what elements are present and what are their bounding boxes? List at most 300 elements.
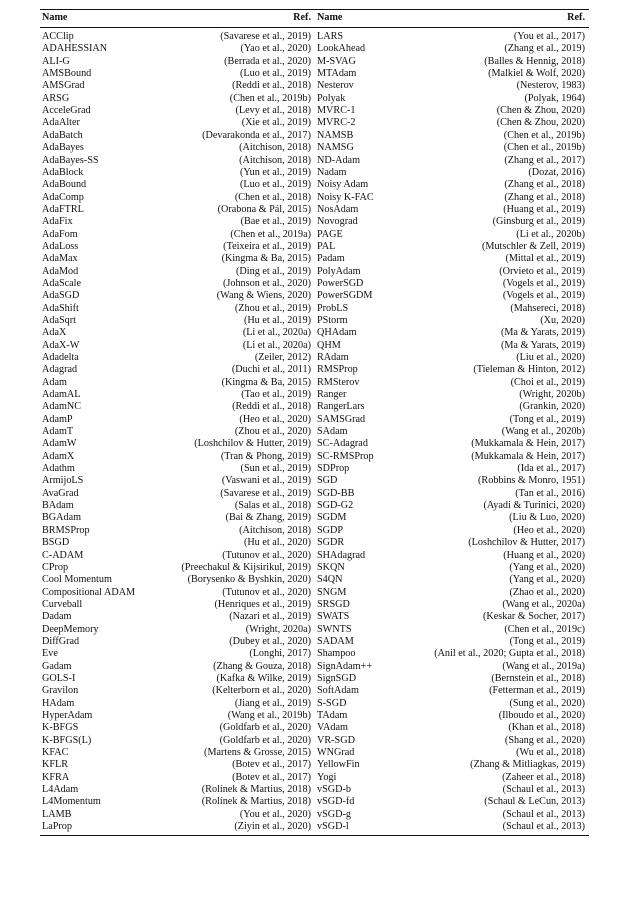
header-row	[40, 10, 589, 28]
reference-cell: (Martens & Grosse, 2015)	[204, 747, 311, 758]
reference-cell: (Zhang & Mitliagkas, 2019)	[470, 759, 585, 771]
table-row	[40, 204, 589, 216]
optimizer-name-cell: GOLS-I	[42, 672, 76, 684]
table-row	[40, 290, 589, 302]
reference-cell: (Chen & Zhou, 2020)	[496, 105, 585, 117]
optimizer-name-cell: SWATS	[317, 611, 350, 623]
optimizer-name-cell: Padam	[317, 253, 345, 265]
reference-cell: (Berrada et al., 2020)	[224, 55, 311, 67]
reference-cell: (Kingma & Ba, 2015)	[221, 376, 311, 388]
optimizer-name-cell: Adam	[42, 376, 67, 388]
reference-cell: (Sung et al., 2020)	[509, 697, 585, 709]
optimizer-name-cell: BAdam	[42, 500, 74, 512]
optimizer-name-cell: Nesterov	[317, 80, 354, 92]
table-row	[40, 537, 589, 549]
optimizer-name-cell: SDProp	[317, 463, 350, 475]
table-row	[40, 80, 589, 92]
table-header	[40, 10, 589, 28]
table-body	[40, 28, 589, 836]
table-row	[40, 414, 589, 426]
optimizer-name-cell: Compositional ADAM	[42, 586, 136, 598]
header-name-right: Name	[315, 10, 419, 28]
optimizer-name-cell: RMSProp	[317, 364, 358, 376]
reference-cell: (Ayadi & Turinici, 2020)	[483, 500, 585, 512]
optimizer-name-cell: AdaSqrt	[42, 314, 76, 326]
reference-cell: (Zhou et al., 2020)	[234, 426, 311, 438]
table-row	[40, 167, 589, 179]
table-row	[40, 809, 589, 821]
optimizer-name-cell: AdaFTRL	[42, 203, 84, 215]
optimizer-name-cell: SNGM	[317, 586, 347, 598]
reference-cell: (Keskar & Socher, 2017)	[482, 611, 585, 623]
optimizer-name-cell: LARS	[317, 31, 344, 43]
table-row	[40, 117, 589, 129]
reference-cell: (Xu, 2020)	[540, 314, 585, 326]
optimizer-name-cell: RMSterov	[317, 376, 360, 388]
optimizer-name-cell: ND-Adam	[317, 154, 361, 166]
reference-cell: (Wright, 2020a)	[245, 623, 311, 635]
optimizer-name-cell: AdaX	[42, 327, 67, 339]
optimizer-name-cell: AdaFix	[42, 216, 73, 228]
reference-cell: (Grankin, 2020)	[519, 401, 585, 413]
optimizer-name-cell: VAdam	[317, 722, 348, 734]
optimizer-name-cell: Eve	[42, 648, 58, 660]
reference-cell: (Luo et al., 2019)	[239, 68, 311, 80]
reference-cell: (Ziyin et al., 2020)	[143, 821, 315, 836]
reference-cell: (Levy et al., 2018)	[235, 105, 311, 117]
reference-cell: (Li et al., 2020a)	[242, 327, 311, 339]
optimizer-name-cell: Gravilon	[42, 685, 79, 697]
optimizer-name-cell: PowerSGD	[317, 277, 364, 289]
reference-cell: (You et al., 2017)	[513, 31, 585, 43]
optimizer-name-cell: AdamP	[42, 413, 73, 425]
reference-cell: (Chen et al., 2019a)	[230, 228, 311, 240]
optimizer-name-cell: Adathm	[42, 463, 75, 475]
optimizer-name-cell: CProp	[42, 561, 69, 573]
table-row	[40, 364, 589, 376]
reference-cell: (Orabona & Pál, 2015)	[217, 203, 311, 215]
reference-cell: (Schaul et al., 2013)	[419, 821, 589, 836]
optimizer-name-cell: SGDR	[317, 537, 345, 549]
table-row	[40, 796, 589, 808]
optimizer-name-cell: MVRC-2	[317, 117, 356, 129]
reference-cell: (Tao et al., 2019)	[241, 389, 311, 401]
optimizer-name-cell: LookAhead	[317, 43, 366, 55]
table-row	[40, 327, 589, 339]
table-row	[40, 253, 589, 265]
reference-cell: (Savarese et al., 2019)	[220, 31, 311, 43]
optimizer-name-cell: AdamX	[42, 450, 75, 462]
reference-cell: (Ma & Yarats, 2019)	[500, 327, 585, 339]
optimizer-name-cell: SWNTS	[317, 623, 352, 635]
reference-cell: (Rolínek & Martius, 2018)	[201, 784, 311, 796]
reference-cell: (Schaul et al., 2013)	[502, 784, 585, 796]
table-row	[40, 488, 589, 500]
reference-cell: (Borysenko & Byshkin, 2020)	[187, 574, 311, 586]
table-row	[40, 389, 589, 401]
optimizer-name-cell: LaProp	[40, 821, 143, 836]
reference-cell: (Hu et al., 2019)	[243, 314, 311, 326]
reference-cell: (Zhang et al., 2018)	[504, 191, 585, 203]
optimizer-name-cell: AdaBayes	[42, 142, 84, 154]
optimizer-name-cell: SGD	[317, 475, 338, 487]
optimizer-name-cell: AdaComp	[42, 191, 84, 203]
optimizer-name-cell: Shampoo	[317, 648, 356, 660]
optimizer-name-cell: HyperAdam	[42, 709, 93, 721]
reference-cell: (Chen et al., 2019c)	[504, 623, 585, 635]
table-row	[40, 28, 589, 44]
optimizer-name-cell: vSGD-fd	[317, 796, 355, 808]
reference-cell: (Wu et al., 2018)	[516, 747, 585, 758]
optimizer-name-cell: AdaLoss	[42, 240, 79, 252]
reference-cell: (Zaheer et al., 2018)	[502, 771, 585, 783]
reference-cell: (Jiang et al., 2019)	[234, 697, 311, 709]
optimizer-name-cell: Ranger	[317, 389, 347, 401]
table-row	[40, 266, 589, 278]
reference-cell: (Yang et al., 2020)	[509, 574, 585, 586]
optimizer-name-cell: YellowFin	[317, 759, 360, 771]
reference-cell: (Mukkamala & Hein, 2017)	[471, 450, 585, 462]
optimizer-name-cell: AdaAlter	[42, 117, 80, 129]
optimizer-name-cell: PAL	[317, 240, 336, 252]
reference-cell: (Wright, 2020b)	[519, 389, 585, 401]
optimizer-name-cell: SRSGD	[317, 598, 350, 610]
reference-cell: (Rolínek & Martius, 2018)	[201, 796, 311, 808]
table-row	[40, 549, 589, 561]
reference-cell: (Tran & Phong, 2019)	[220, 450, 311, 462]
table-row	[40, 611, 589, 623]
reference-cell: (Goldfarb et al., 2020)	[219, 734, 311, 746]
optimizer-name-cell: Noisy K-FAC	[317, 191, 374, 203]
table-row	[40, 710, 589, 722]
reference-cell: (Malkiel & Wolf, 2020)	[488, 68, 585, 80]
optimizer-name-cell: DiffGrad	[42, 635, 80, 647]
optimizer-name-cell: ProbLS	[317, 302, 349, 314]
table-row	[40, 525, 589, 537]
optimizer-name-cell: AvaGrad	[42, 487, 79, 499]
optimizer-name-cell: RangerLars	[317, 401, 365, 413]
optimizer-name-cell: SGDP	[317, 524, 344, 536]
optimizer-table	[40, 9, 589, 836]
header-ref-right: Ref.	[419, 10, 589, 28]
reference-cell: (Ding et al., 2019)	[236, 265, 311, 277]
optimizer-name-cell: TAdam	[317, 709, 348, 721]
optimizer-name-cell: LAMB	[42, 808, 72, 820]
reference-cell: (Kafka & Wilke, 2019)	[216, 672, 311, 684]
reference-cell: (Vogels et al., 2019)	[502, 290, 585, 302]
reference-cell: (Anil et al., 2020; Gupta et al., 2018)	[434, 648, 585, 660]
reference-cell: (Preechakul & Kijsirikul, 2019)	[181, 561, 311, 573]
reference-cell: (Wang & Wiens, 2020)	[216, 290, 311, 302]
reference-cell: (Wang et al., 2020b)	[501, 426, 585, 438]
reference-cell: (Teixeira et al., 2019)	[223, 240, 311, 252]
reference-cell: (Goldfarb et al., 2020)	[219, 722, 311, 734]
reference-cell: (Ida et al., 2017)	[517, 463, 585, 475]
reference-cell: (Luo et al., 2019)	[239, 179, 311, 191]
table-row	[40, 191, 589, 203]
table-row	[40, 636, 589, 648]
reference-cell: (Savarese et al., 2019)	[220, 487, 311, 499]
optimizer-name-cell: NosAdam	[317, 203, 359, 215]
table-row	[40, 624, 589, 636]
reference-cell: (Zhang & Gouza, 2018)	[213, 660, 311, 672]
optimizer-name-cell: BRMSProp	[42, 524, 90, 536]
reference-cell: (Dubey et al., 2020)	[229, 635, 311, 647]
reference-cell: (Henriques et al., 2019)	[214, 598, 311, 610]
optimizer-name-cell: DeepMemory	[42, 623, 99, 635]
optimizer-name-cell: AdamW	[42, 438, 77, 450]
optimizer-name-cell: AcceleGrad	[42, 105, 91, 117]
reference-cell: (Mahsereci, 2018)	[510, 302, 585, 314]
table-row	[40, 377, 589, 389]
table-row	[40, 661, 589, 673]
reference-cell: (Tutunov et al., 2020)	[222, 586, 311, 598]
reference-cell: (Li et al., 2020a)	[242, 339, 311, 351]
table-row	[40, 784, 589, 796]
optimizer-name-cell: MVRC-1	[317, 105, 356, 117]
table-row	[40, 747, 589, 759]
reference-cell: (Duchi et al., 2011)	[231, 364, 311, 376]
reference-cell: (Zhou et al., 2019)	[234, 302, 311, 314]
table-row	[40, 352, 589, 364]
optimizer-name-cell: SoftAdam	[317, 685, 359, 697]
table-row	[40, 93, 589, 105]
optimizer-name-cell: AMSGrad	[42, 80, 85, 92]
reference-cell: (Kelterborn et al., 2020)	[212, 685, 311, 697]
reference-cell: (Wang et al., 2019a)	[502, 660, 585, 672]
reference-cell: (Nazari et al., 2019)	[229, 611, 311, 623]
reference-cell: (Wang et al., 2019b)	[227, 709, 311, 721]
reference-cell: (Chen et al., 2018)	[234, 191, 311, 203]
table-row	[40, 56, 589, 68]
table-row	[40, 574, 589, 586]
reference-cell: (Chen & Zhou, 2020)	[496, 117, 585, 129]
optimizer-name-cell: SC-RMSProp	[317, 450, 374, 462]
table-row	[40, 735, 589, 747]
optimizer-name-cell: AdaBound	[42, 179, 87, 191]
reference-cell: (Loshchilov & Hutter, 2017)	[468, 537, 585, 549]
optimizer-name-cell: AdamAL	[42, 389, 81, 401]
optimizer-name-cell: Adagrad	[42, 364, 78, 376]
optimizer-name-cell: SGDM	[317, 512, 347, 524]
table-row	[40, 451, 589, 463]
reference-cell: (Nesterov, 1983)	[516, 80, 585, 92]
optimizer-name-cell: AdaScale	[42, 277, 82, 289]
reference-cell: (Loshchilov & Hutter, 2019)	[194, 438, 311, 450]
optimizer-name-cell: KFAC	[42, 747, 69, 758]
table-row	[40, 43, 589, 55]
reference-cell: (Yang et al., 2020)	[509, 561, 585, 573]
optimizer-name-cell: Noisy Adam	[317, 179, 369, 191]
optimizer-name-cell: SKQN	[317, 561, 345, 573]
table-row	[40, 685, 589, 697]
optimizer-name-cell: MTAdam	[317, 68, 357, 80]
reference-cell: (Johnson et al., 2020)	[223, 277, 311, 289]
table-row	[40, 303, 589, 315]
reference-cell: (Longhi, 2017)	[249, 648, 311, 660]
optimizer-name-cell: ArmijoLS	[42, 475, 84, 487]
reference-cell: (Bai & Zhang, 2019)	[225, 512, 311, 524]
table-row	[40, 340, 589, 352]
optimizer-name-cell: NAMSB	[317, 129, 354, 141]
reference-cell: (Salas et al., 2018)	[234, 500, 311, 512]
reference-cell: (Vaswani et al., 2019)	[221, 475, 311, 487]
reference-cell: (Mittal et al., 2019)	[505, 253, 585, 265]
table-row	[40, 512, 589, 524]
reference-cell: (Tieleman & Hinton, 2012)	[473, 364, 585, 376]
table-row	[40, 500, 589, 512]
optimizer-name-cell: L4Adam	[42, 784, 79, 796]
table-row	[40, 105, 589, 117]
reference-cell: (Bae et al., 2019)	[240, 216, 311, 228]
optimizer-name-cell: PAGE	[317, 228, 343, 240]
reference-cell: (Choi et al., 2019)	[510, 376, 585, 388]
reference-cell: (Aitchison, 2018)	[239, 154, 311, 166]
reference-cell: (Mukkamala & Hein, 2017)	[471, 438, 585, 450]
optimizer-name-cell: PolyAdam	[317, 265, 361, 277]
reference-cell: (Heo et al., 2020)	[239, 413, 311, 425]
optimizer-name-cell: WNGrad	[317, 747, 355, 758]
optimizer-name-cell: BSGD	[42, 537, 70, 549]
optimizer-name-cell: AdaBlock	[42, 166, 84, 178]
optimizer-name-cell: AdaMod	[42, 265, 79, 277]
optimizer-name-cell: ALI-G	[42, 55, 70, 67]
reference-cell: (Shang et al., 2020)	[504, 734, 585, 746]
optimizer-name-cell: AdamT	[42, 426, 74, 438]
table-row	[40, 648, 589, 660]
optimizer-name-cell: SADAM	[317, 635, 354, 647]
reference-cell: (Dozat, 2016)	[528, 166, 585, 178]
reference-cell: (Vogels et al., 2019)	[502, 277, 585, 289]
reference-cell: (Khan et al., 2018)	[508, 722, 585, 734]
table-row	[40, 673, 589, 685]
reference-cell: (Kingma & Ba, 2015)	[221, 253, 311, 265]
table-row	[40, 698, 589, 710]
table-row	[40, 68, 589, 80]
reference-cell: (You et al., 2020)	[239, 808, 311, 820]
optimizer-name-cell: S4QN	[317, 574, 343, 586]
optimizer-name-cell: vSGD-b	[317, 784, 351, 796]
table-row	[40, 438, 589, 450]
optimizer-name-cell: HAdam	[42, 697, 75, 709]
reference-cell: (Zeiler, 2012)	[254, 352, 311, 363]
optimizer-name-cell: RAdam	[317, 352, 349, 363]
optimizer-name-cell: AMSBound	[42, 68, 92, 80]
reference-cell: (Devarakonda et al., 2017)	[202, 129, 311, 141]
reference-cell: (Botev et al., 2017)	[232, 771, 311, 783]
reference-cell: (Mutschler & Zell, 2019)	[482, 240, 585, 252]
optimizer-name-cell: PStorm	[317, 314, 348, 326]
optimizer-name-cell: SGD-G2	[317, 500, 354, 512]
table-row	[40, 130, 589, 142]
reference-cell: (Reddi et al., 2018)	[232, 401, 311, 413]
reference-cell: (Balles & Hennig, 2018)	[484, 55, 585, 67]
table-row	[40, 599, 589, 611]
reference-cell: (Aitchison, 2018)	[239, 142, 311, 154]
reference-cell: (Li et al., 2020b)	[516, 228, 585, 240]
reference-cell: (Zhao et al., 2020)	[509, 586, 585, 598]
optimizer-name-cell: QHAdam	[317, 327, 357, 339]
optimizer-name-cell: C-ADAM	[42, 549, 84, 561]
optimizer-name-cell: PowerSGDM	[317, 290, 373, 302]
table-row	[40, 759, 589, 771]
optimizer-name-cell: AdaShift	[42, 302, 79, 314]
reference-cell: (Ma & Yarats, 2019)	[500, 339, 585, 351]
optimizer-name-cell: Nadam	[317, 166, 347, 178]
table-row	[40, 315, 589, 327]
header-ref-left: Ref.	[143, 10, 315, 28]
reference-cell: (Huang et al., 2020)	[503, 549, 585, 561]
reference-cell: (Bernstein et al., 2018)	[491, 672, 585, 684]
optimizer-name-cell: KFLR	[42, 759, 69, 771]
optimizer-name-cell: AdaBayes-SS	[42, 154, 99, 166]
reference-cell: (Tong et al., 2019)	[509, 635, 585, 647]
reference-cell: (Xie et al., 2019)	[241, 117, 311, 129]
reference-cell: (Orvieto et al., 2019)	[499, 265, 585, 277]
reference-cell: (Schaul et al., 2013)	[502, 808, 585, 820]
table-row	[40, 241, 589, 253]
reference-cell: (Botev et al., 2017)	[232, 759, 311, 771]
table-row	[40, 179, 589, 191]
reference-cell: (Polyak, 1964)	[524, 92, 585, 104]
optimizer-name-cell: Dadam	[42, 611, 72, 623]
optimizer-name-cell: AdaSGD	[42, 290, 80, 302]
optimizer-name-cell: SAMSGrad	[317, 413, 366, 425]
optimizer-name-cell: ADAHESSIAN	[42, 43, 108, 55]
optimizer-name-cell: Yogi	[317, 771, 337, 783]
reference-cell: (Fetterman et al., 2019)	[489, 685, 585, 697]
optimizer-name-cell: NAMSG	[317, 142, 354, 154]
optimizer-name-cell: Cool Momentum	[42, 574, 112, 586]
optimizer-name-cell: BGAdam	[42, 512, 82, 524]
optimizer-name-cell: SHAdagrad	[317, 549, 366, 561]
optimizer-name-cell: Polyak	[317, 92, 346, 104]
optimizer-name-cell: L4Momentum	[42, 796, 101, 808]
optimizer-name-cell: K-BFGS(L)	[42, 734, 92, 746]
reference-cell: (Tong et al., 2019)	[509, 413, 585, 425]
reference-cell: (Liu & Luo, 2020)	[509, 512, 585, 524]
table-row	[40, 278, 589, 290]
reference-cell: (Reddi et al., 2018)	[232, 80, 311, 92]
table-row	[40, 142, 589, 154]
reference-cell: (Chen et al., 2019b)	[503, 129, 585, 141]
optimizer-name-cell: S-SGD	[317, 697, 347, 709]
optimizer-name-cell: SGD-BB	[317, 487, 355, 499]
header-name-left: Name	[40, 10, 143, 28]
optimizer-name-cell: K-BFGS	[42, 722, 79, 734]
table-row	[40, 216, 589, 228]
table-row	[40, 154, 589, 166]
optimizer-name-cell: Adadelta	[42, 352, 79, 363]
reference-cell: (Sun et al., 2019)	[240, 463, 311, 475]
optimizer-name-cell: SC-Adagrad	[317, 438, 368, 450]
table-row	[40, 562, 589, 574]
optimizer-name-cell: M-SVAG	[317, 55, 356, 67]
table-row	[40, 821, 589, 836]
reference-cell: (Schaul & LeCun, 2013)	[484, 796, 585, 808]
reference-cell: (Huang et al., 2019)	[503, 203, 585, 215]
reference-cell: (Robbins & Monro, 1951)	[478, 475, 585, 487]
reference-cell: (Yao et al., 2020)	[240, 43, 311, 55]
optimizer-name-cell: Curveball	[42, 598, 83, 610]
reference-cell: (Tan et al., 2016)	[515, 487, 585, 499]
optimizer-name-cell: AdaFom	[42, 228, 78, 240]
table-row	[40, 722, 589, 734]
reference-cell: (Wang et al., 2020a)	[502, 598, 585, 610]
reference-cell: (Ilboudo et al., 2020)	[498, 709, 585, 721]
reference-cell: (Zhang et al., 2019)	[504, 43, 585, 55]
optimizer-name-cell: AdamNC	[42, 401, 82, 413]
